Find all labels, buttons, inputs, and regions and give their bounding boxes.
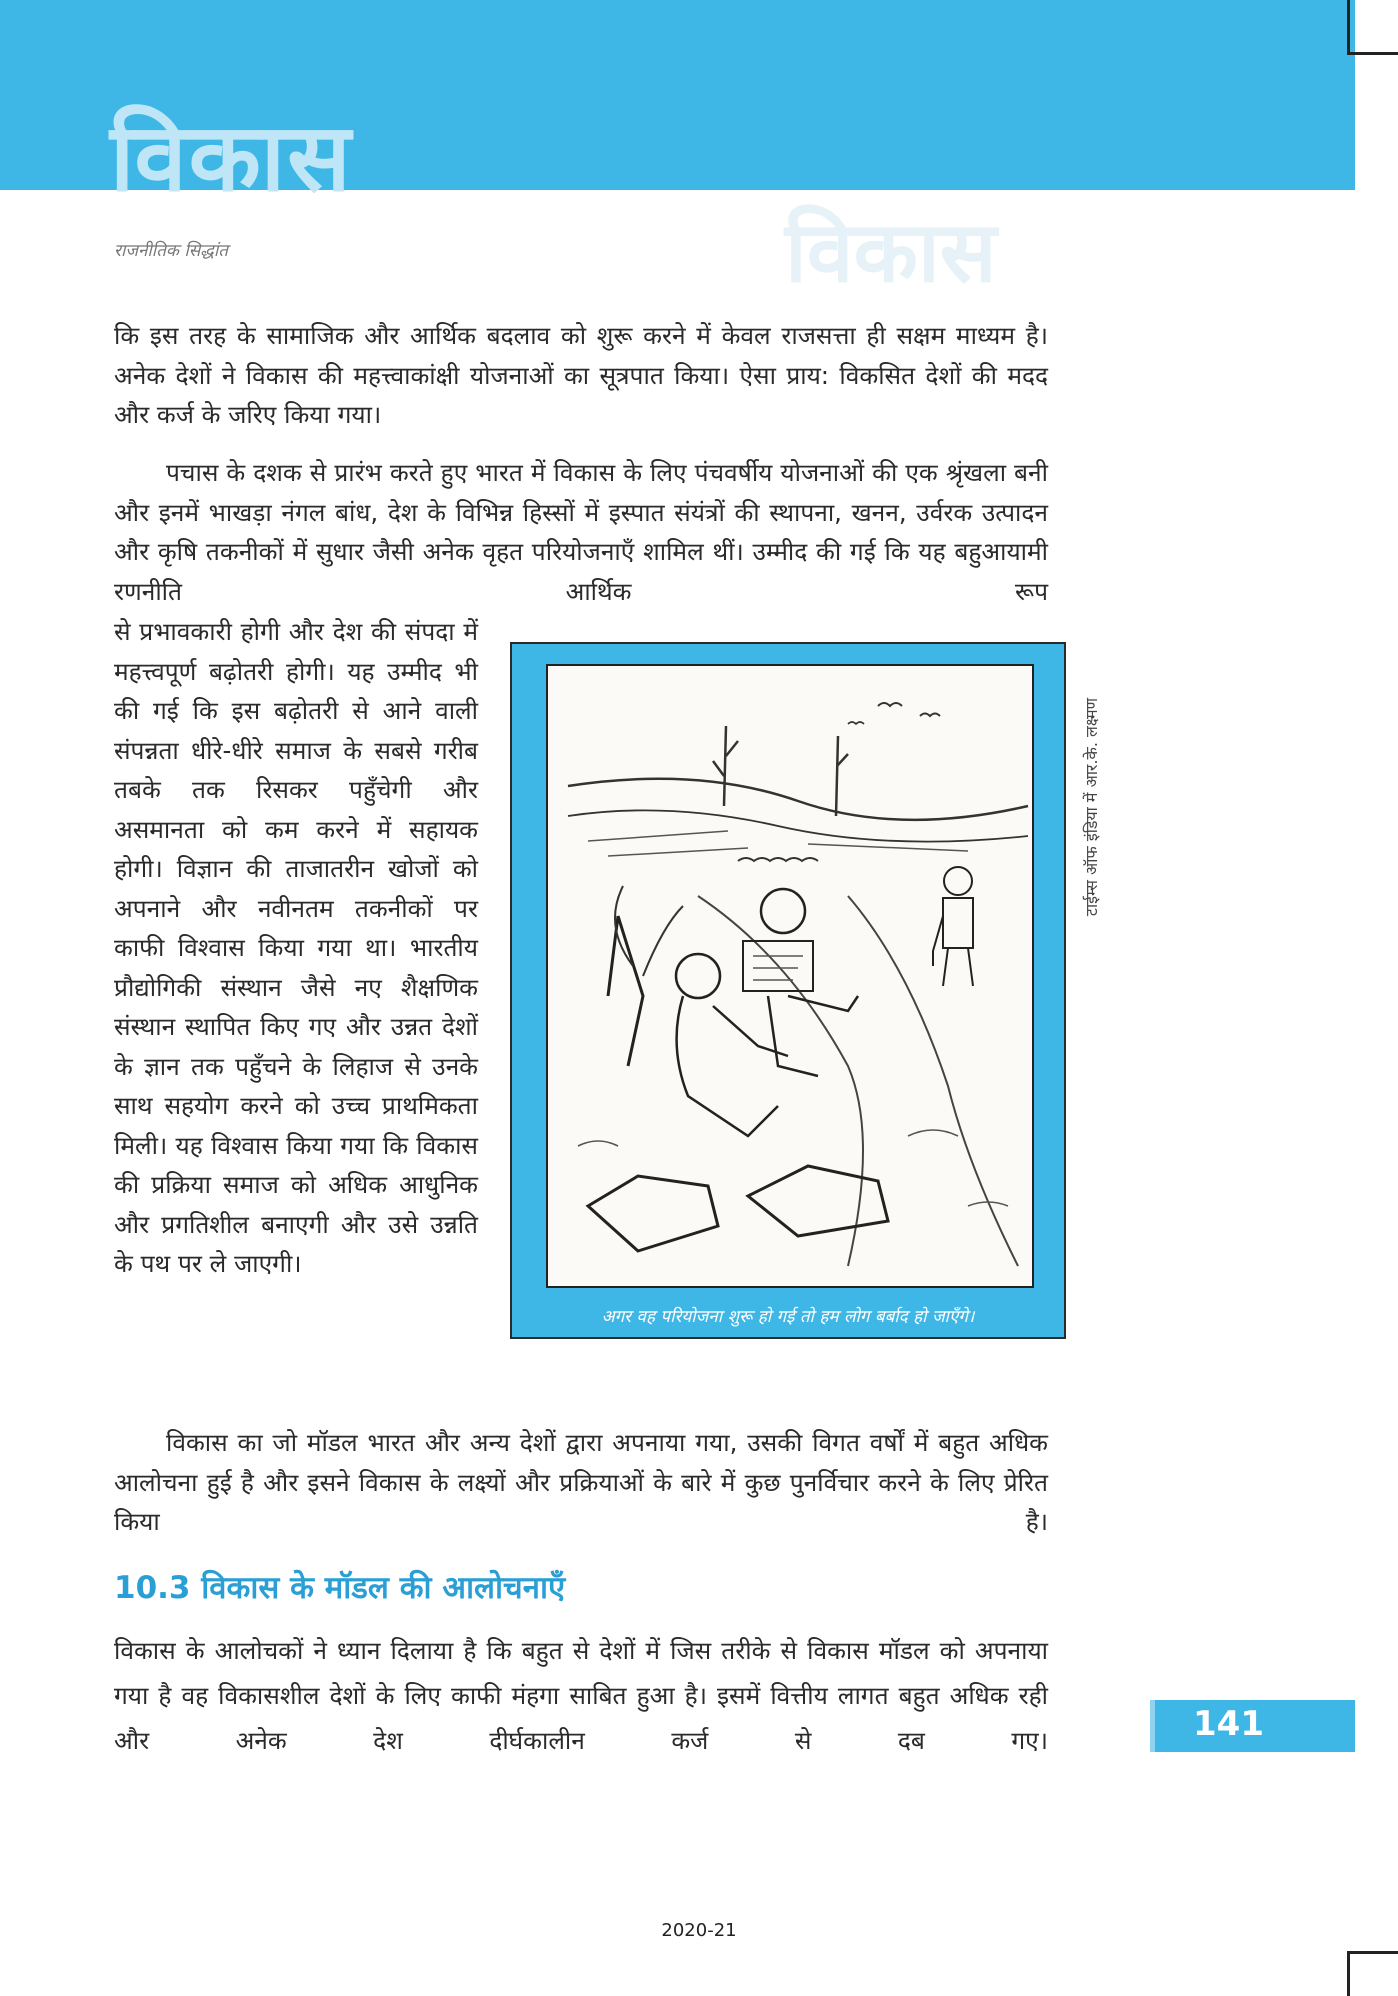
- crop-mark-bottom-right: [1347, 1951, 1398, 1996]
- watermark-title: विकास: [785, 203, 997, 301]
- section-heading: 10.3 विकास के मॉडल की आलोचनाएँ: [114, 1570, 566, 1606]
- page-number: 141: [1193, 1704, 1264, 1744]
- paragraph-2: पचास के दशक से प्रारंभ करते हुए भारत में विकास के लिए पंचवर्षीय योजनाओं की एक श्रृंखला बनी और इनमें भाखड़ा नंगल बांध, देश के विभिन्न हिस्सों में इस्पात संयंत्रों की स्थापना, खनन, उर्वरक उत्पादन और कृषि तकनीकों में सुधार जैसी अनेक वृहत परियोजनाएँ शामिल थीं। उम्मीद की गई कि यह बहुआयामी रणनीति आर्थिक रूप: [114, 458, 1048, 606]
- cartoon-drawing: [548, 666, 1032, 1286]
- figure-credit-text: टाईम्स ऑफ इंडिया में आर.के. लक्ष्मण: [1082, 697, 1101, 917]
- cartoon-illustration: [546, 664, 1034, 1288]
- paragraph-1: कि इस तरह के सामाजिक और आर्थिक बदलाव को शुरू करने में केवल राजसत्ता ही सक्षम माध्यम है। अनेक देशों ने विकास की महत्त्वाकांक्षी योजनाओं का सूत्रपात किया। ऐसा प्राय: विकसित देशों की मदद और कर्ज के जरिए किया गया।: [114, 321, 1048, 429]
- crop-mark-top-right: [1347, 0, 1398, 55]
- paragraph-4: विकास का जो मॉडल भारत और अन्य देशों द्वारा अपनाया गया, उसकी विगत वर्षों में बहुत अधिक आलोचना हुई है और इसने विकास के लक्ष्यों और प्रक्रियाओं के बारे में कुछ पुनर्विचार करने के लिए प्रेरित किया है।: [114, 1428, 1048, 1536]
- footer-year: 2020-21: [661, 1920, 737, 1941]
- cartoon-figure: [510, 642, 1066, 1339]
- page-number-tab: [1150, 1700, 1355, 1752]
- figure-caption: अगर वह परियोजना शुरू हो गई तो हम लोग बर्बाद हो जाएँगे।: [601, 1307, 975, 1327]
- paragraph-5: विकास के आलोचकों ने ध्यान दिलाया है कि बहुत से देशों में जिस तरीके से विकास मॉडल को अपनाया गया है वह विकासशील देशों के लिए काफी मंहगा साबित हुआ है। इसमें वित्तीय लागत बहुत अधिक रही और अनेक देश दीर्घकालीन कर्ज से दब गए।: [114, 1636, 1048, 1755]
- paragraph-3: से प्रभावकारी होगी और देश की संपदा में महत्त्वपूर्ण बढ़ोतरी होगी। यह उम्मीद भी की गई कि इस बढ़ोतरी से आने वाली संपन्नता धीरे-धीरे समाज के सबसे गरीब तबके तक रिसकर पहुँचेगी और असमानता को कम करने में सहायक होगी। विज्ञान की ताजातरीन खोजों को अपनाने और नवीनतम तकनीकों पर काफी विश्वास किया गया था। भारतीय प्रौद्योगिकी संस्थान जैसे नए शैक्षणिक संस्थान स्थापित किए गए और उन्नत देशों के ज्ञान तक पहुँचने के लिहाज से उनके साथ सहयोग करने को उच्च प्राथमिकता मिली। यह विश्वास किया गया कि विकास की प्रक्रिया समाज को अधिक आधुनिक और प्रगतिशील बनाएगी और उसे उन्नति के पथ पर ले जाएगी।: [114, 617, 478, 1278]
- figure-credit: [1075, 642, 1107, 972]
- chapter-title: विकास: [110, 104, 353, 213]
- running-head: राजनीतिक सिद्धांत: [114, 241, 228, 261]
